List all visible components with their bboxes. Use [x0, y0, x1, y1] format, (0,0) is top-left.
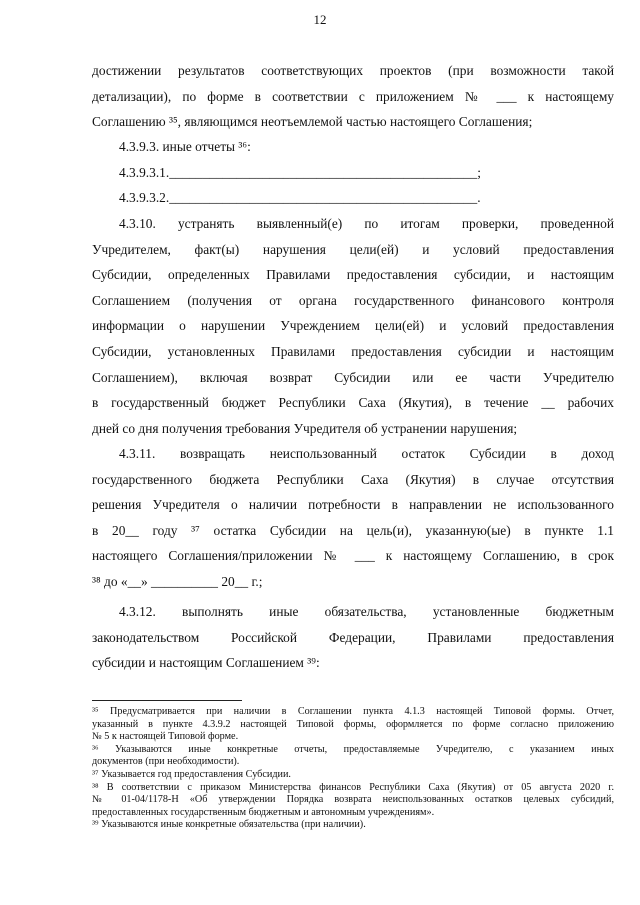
text-line: Субсидии, установленных Правилами предоставления субсидии и настоящим [92, 343, 614, 359]
paragraph [92, 441, 614, 595]
text-line: 4.3.10. устранять выявленный(е) по итогам проверки, проведенной [119, 216, 614, 231]
text-line: Соглашением), включая возврат Субсидии или ее части Учредителю [92, 369, 614, 385]
text-line: Соглашению ³⁵, являющимся неотъемлемой частью настоящего Соглашения; [92, 114, 533, 130]
text-line: субсидии и настоящим Соглашением ³⁹: [92, 655, 320, 671]
footnote-line: ³⁵ Предусматривается при наличии в Соглашении пункта 4.1.3 настоящей Типовой формы. Отчет, [92, 706, 614, 717]
text-line: законодательством Российской Федерации, Правилами предоставления [92, 629, 614, 645]
footnote-separator [92, 700, 242, 701]
paragraph [92, 134, 614, 160]
paragraph [92, 599, 614, 676]
footnote-line: ³⁹ Указываются иные конкретные обязательства (при наличии). [92, 819, 366, 831]
footnote [92, 769, 614, 782]
footnote-line: № 5 к настоящей Типовой форме. [92, 731, 239, 743]
text-line: детализации), по форме в соответствии с приложением № ___ к настоящему [92, 88, 614, 104]
footnote [92, 782, 614, 820]
text-line: в государственный бюджет Республики Саха (Якутия), в течение __ рабочих [92, 395, 614, 411]
footnotes [92, 706, 614, 832]
paragraph [92, 58, 614, 135]
text-line: настоящего Соглашения/приложении № ___ к настоящему Соглашению, в срок [92, 548, 614, 564]
text-line: Учредителем, факт(ы) нарушения цели(ей) и условий предоставления [92, 241, 614, 257]
text-line: 4.3.12. выполнять иные обязательства, установленные бюджетным [119, 604, 614, 619]
text-line: дней со дня получения требования Учредителя об устранении нарушения; [92, 420, 518, 436]
text-line: Субсидии, определенных Правилами предоставления субсидии, и настоящим [92, 267, 614, 283]
footnote-line: № 01-04/1178-Н «Об утверждении Порядка возврата неиспользованных остатков целевых субсидий, [92, 794, 614, 806]
footnote [92, 744, 614, 769]
text-line: ³⁸ до «__» __________ 20__ г.; [92, 573, 263, 589]
paragraph [92, 185, 614, 211]
footnote-line: ³⁷ Указывается год предоставления Субсидии. [92, 768, 291, 780]
text-line: информации о нарушении Учреждением цели(ей) и условий предоставления [92, 318, 614, 334]
footnote-line: предоставленных государственным бюджетным и автономным учреждениям». [92, 806, 435, 818]
footnote-line: ³⁸ В соответствии с приказом Министерства финансов Республики Саха (Якутия) от 05 августа 2020 г. [92, 781, 614, 793]
text-line: в 20__ году ³⁷ остатка Субсидии на цель(и), указанную(ые) в пункте 1.1 [92, 522, 614, 538]
page-number: 12 [313, 12, 327, 27]
footnote-line: документов (при необходимости). [92, 756, 240, 768]
paragraph [92, 211, 614, 441]
text-line: государственного бюджета Республики Саха (Якутия) в случае отсутствия [92, 471, 614, 487]
text-line: Соглашением (получения от органа государственного финансового контроля [92, 292, 614, 308]
text-line: достижении результатов соответствующих проектов (при возможности такой [92, 63, 614, 78]
text-line: 4.3.11. возвращать неиспользованный остаток Субсидии в доход [119, 446, 614, 461]
footnote-line: указанный в пункте 4.3.9.2 настоящей Типовой формы, оформляется по форме согласно приложению [92, 718, 614, 730]
paragraph [92, 160, 614, 186]
footnote-line: ³⁶ Указываются иные конкретные отчеты, предоставляемые Учредителю, с указанием иных [92, 743, 614, 755]
footnote [92, 706, 614, 744]
text-line: 4.3.9.3. иные отчеты ³⁶: [119, 139, 251, 154]
text-line: 4.3.9.3.2.______________________________________________. [119, 190, 481, 205]
text-line: решения Учредителя о наличии потребности в направлении не использованного [92, 497, 614, 513]
footnote [92, 819, 614, 832]
text-line: 4.3.9.3.1.______________________________________________; [119, 165, 481, 180]
